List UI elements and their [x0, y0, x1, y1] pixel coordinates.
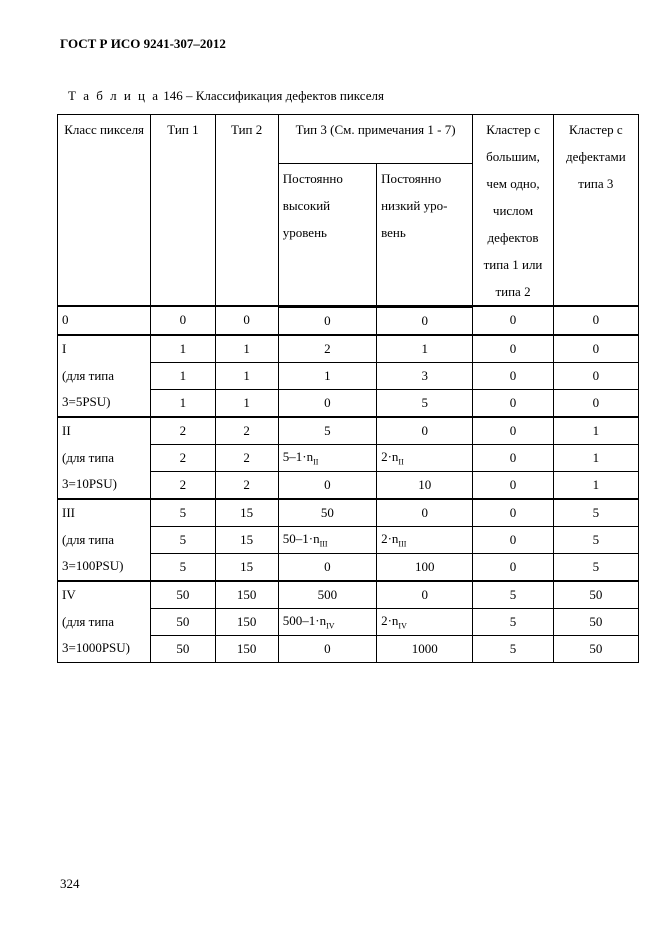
value-cell: 0: [278, 389, 376, 417]
value-cell: 1: [215, 362, 278, 389]
value-cell: 0: [553, 306, 638, 335]
table-row: [58, 444, 639, 471]
header-class: Класс пикселя: [58, 115, 151, 307]
value-cell: 2: [215, 444, 278, 471]
value-cell: 3: [377, 362, 473, 389]
value-cell: 2: [151, 417, 215, 445]
value-cell: 0: [473, 306, 553, 335]
value-cell: 150: [215, 608, 278, 635]
header-type2: Тип 2: [215, 115, 278, 307]
value-cell: 5: [553, 499, 638, 527]
class-label-cell: 3=1000PSU): [58, 635, 151, 662]
value-cell: 15: [215, 499, 278, 527]
value-cell: 0: [377, 499, 473, 527]
table-row: [58, 362, 639, 389]
value-cell: 5: [151, 499, 215, 527]
value-cell: 0: [215, 306, 278, 335]
table-row: [58, 417, 639, 445]
value-cell: 0: [473, 417, 553, 445]
class-subscript: III: [319, 539, 328, 549]
value-cell: 500: [278, 581, 376, 609]
class-subscript: IV: [398, 621, 407, 631]
header-type3: Тип 3 (См. примечания 1 - 7): [278, 115, 473, 164]
value-cell: 5: [377, 389, 473, 417]
value-cell: 100: [377, 553, 473, 581]
value-cell: 0: [278, 306, 376, 335]
class-label-cell: 3=10PSU): [58, 471, 151, 499]
class-subscript: II: [398, 457, 404, 467]
value-cell: 1: [151, 362, 215, 389]
table-caption: [68, 88, 384, 104]
value-text: 500–1·n: [282, 612, 327, 628]
value-cell: 2: [215, 417, 278, 445]
value-cell: 0: [553, 362, 638, 389]
value-cell: 50: [278, 499, 376, 527]
value-cell: [278, 526, 376, 553]
value-cell: 50: [553, 635, 638, 662]
value-cell: 0: [278, 553, 376, 581]
class-label-cell: (для типа: [58, 444, 151, 471]
value-cell: 1: [553, 417, 638, 445]
value-cell: 2: [215, 471, 278, 499]
class-label-cell: (для типа: [58, 608, 151, 635]
value-cell: 0: [473, 335, 553, 363]
table-row: [58, 306, 639, 335]
table-row: [58, 581, 639, 609]
value-cell: 0: [377, 417, 473, 445]
class-label-cell: IV: [58, 581, 151, 609]
value-cell: 10: [377, 471, 473, 499]
value-cell: 0: [473, 526, 553, 553]
table-row: [58, 389, 639, 417]
class-subscript: II: [313, 457, 319, 467]
value-cell: 0: [377, 306, 473, 335]
class-label-cell: III: [58, 499, 151, 527]
value-text: 50–1·n: [282, 530, 320, 546]
value-cell: [377, 526, 473, 553]
value-cell: 150: [215, 635, 278, 662]
value-text: 2·n: [381, 530, 399, 546]
value-cell: 0: [151, 306, 215, 335]
value-cell: 1: [278, 362, 376, 389]
value-cell: 2: [151, 471, 215, 499]
value-cell: 1: [215, 335, 278, 363]
table-row: [58, 471, 639, 499]
value-cell: 5: [278, 417, 376, 445]
value-cell: 15: [215, 526, 278, 553]
value-cell: 0: [473, 389, 553, 417]
value-cell: 1: [553, 444, 638, 471]
value-cell: [377, 608, 473, 635]
value-cell: 15: [215, 553, 278, 581]
value-cell: 0: [278, 635, 376, 662]
value-cell: 0: [473, 553, 553, 581]
table-row: [58, 608, 639, 635]
value-cell: 0: [278, 471, 376, 499]
table-caption-label: Т а б л и ц а: [68, 88, 160, 103]
value-cell: 0: [473, 444, 553, 471]
class-label-cell: 3=5PSU): [58, 389, 151, 417]
class-label-cell: I: [58, 335, 151, 363]
class-label-cell: 3=100PSU): [58, 553, 151, 581]
class-label-cell: (для типа: [58, 362, 151, 389]
value-cell: 0: [377, 581, 473, 609]
value-cell: 5: [473, 635, 553, 662]
value-cell: 150: [215, 581, 278, 609]
header-cluster-multi: Кластер с большим, чем одно, числом дефектов типа 1 или типа 2: [473, 115, 553, 307]
table-body: [58, 306, 639, 662]
value-cell: 1: [151, 335, 215, 363]
value-cell: 2: [278, 335, 376, 363]
value-cell: 5: [553, 553, 638, 581]
value-cell: 1: [215, 389, 278, 417]
table-row: [58, 553, 639, 581]
header-type3-low: Постоянно низкий уро-вень: [377, 164, 473, 306]
class-label-cell: 0: [58, 306, 151, 335]
header-type3-high: Постоянно высокий уровень: [278, 164, 376, 306]
document-header: ГОСТ Р ИСО 9241-307–2012: [60, 36, 226, 51]
value-cell: 5: [151, 553, 215, 581]
value-cell: 50: [151, 608, 215, 635]
value-cell: 5: [151, 526, 215, 553]
class-subscript: III: [398, 539, 407, 549]
value-cell: 50: [151, 581, 215, 609]
table-row: [58, 499, 639, 527]
value-cell: 5: [473, 581, 553, 609]
value-cell: 5: [473, 608, 553, 635]
value-cell: 0: [473, 471, 553, 499]
value-cell: 50: [151, 635, 215, 662]
value-cell: [278, 444, 376, 471]
value-text: 5–1·n: [282, 448, 314, 464]
page-number: 324: [60, 876, 80, 891]
header-cluster-type3: Кластер с дефектами типа 3: [553, 115, 638, 307]
value-cell: 1000: [377, 635, 473, 662]
value-cell: 1: [553, 471, 638, 499]
value-cell: 1: [151, 389, 215, 417]
value-cell: [278, 608, 376, 635]
value-cell: 0: [473, 362, 553, 389]
value-cell: 5: [553, 526, 638, 553]
value-cell: 50: [553, 581, 638, 609]
value-cell: 1: [377, 335, 473, 363]
table-row: [58, 635, 639, 662]
table-row: [58, 335, 639, 363]
pixel-defects-table: [57, 114, 639, 663]
value-cell: 0: [553, 335, 638, 363]
header-type1: Тип 1: [151, 115, 215, 307]
value-cell: 0: [553, 389, 638, 417]
table-caption-text: 146 – Классификация дефектов пикселя: [163, 88, 384, 103]
value-text: 2·n: [381, 612, 399, 628]
value-cell: 50: [553, 608, 638, 635]
class-label-cell: II: [58, 417, 151, 445]
class-label-cell: (для типа: [58, 526, 151, 553]
class-subscript: IV: [326, 621, 335, 631]
value-text: 2·n: [381, 448, 399, 464]
table-row: [58, 526, 639, 553]
value-cell: [377, 444, 473, 471]
value-cell: 0: [473, 499, 553, 527]
value-cell: 2: [151, 444, 215, 471]
